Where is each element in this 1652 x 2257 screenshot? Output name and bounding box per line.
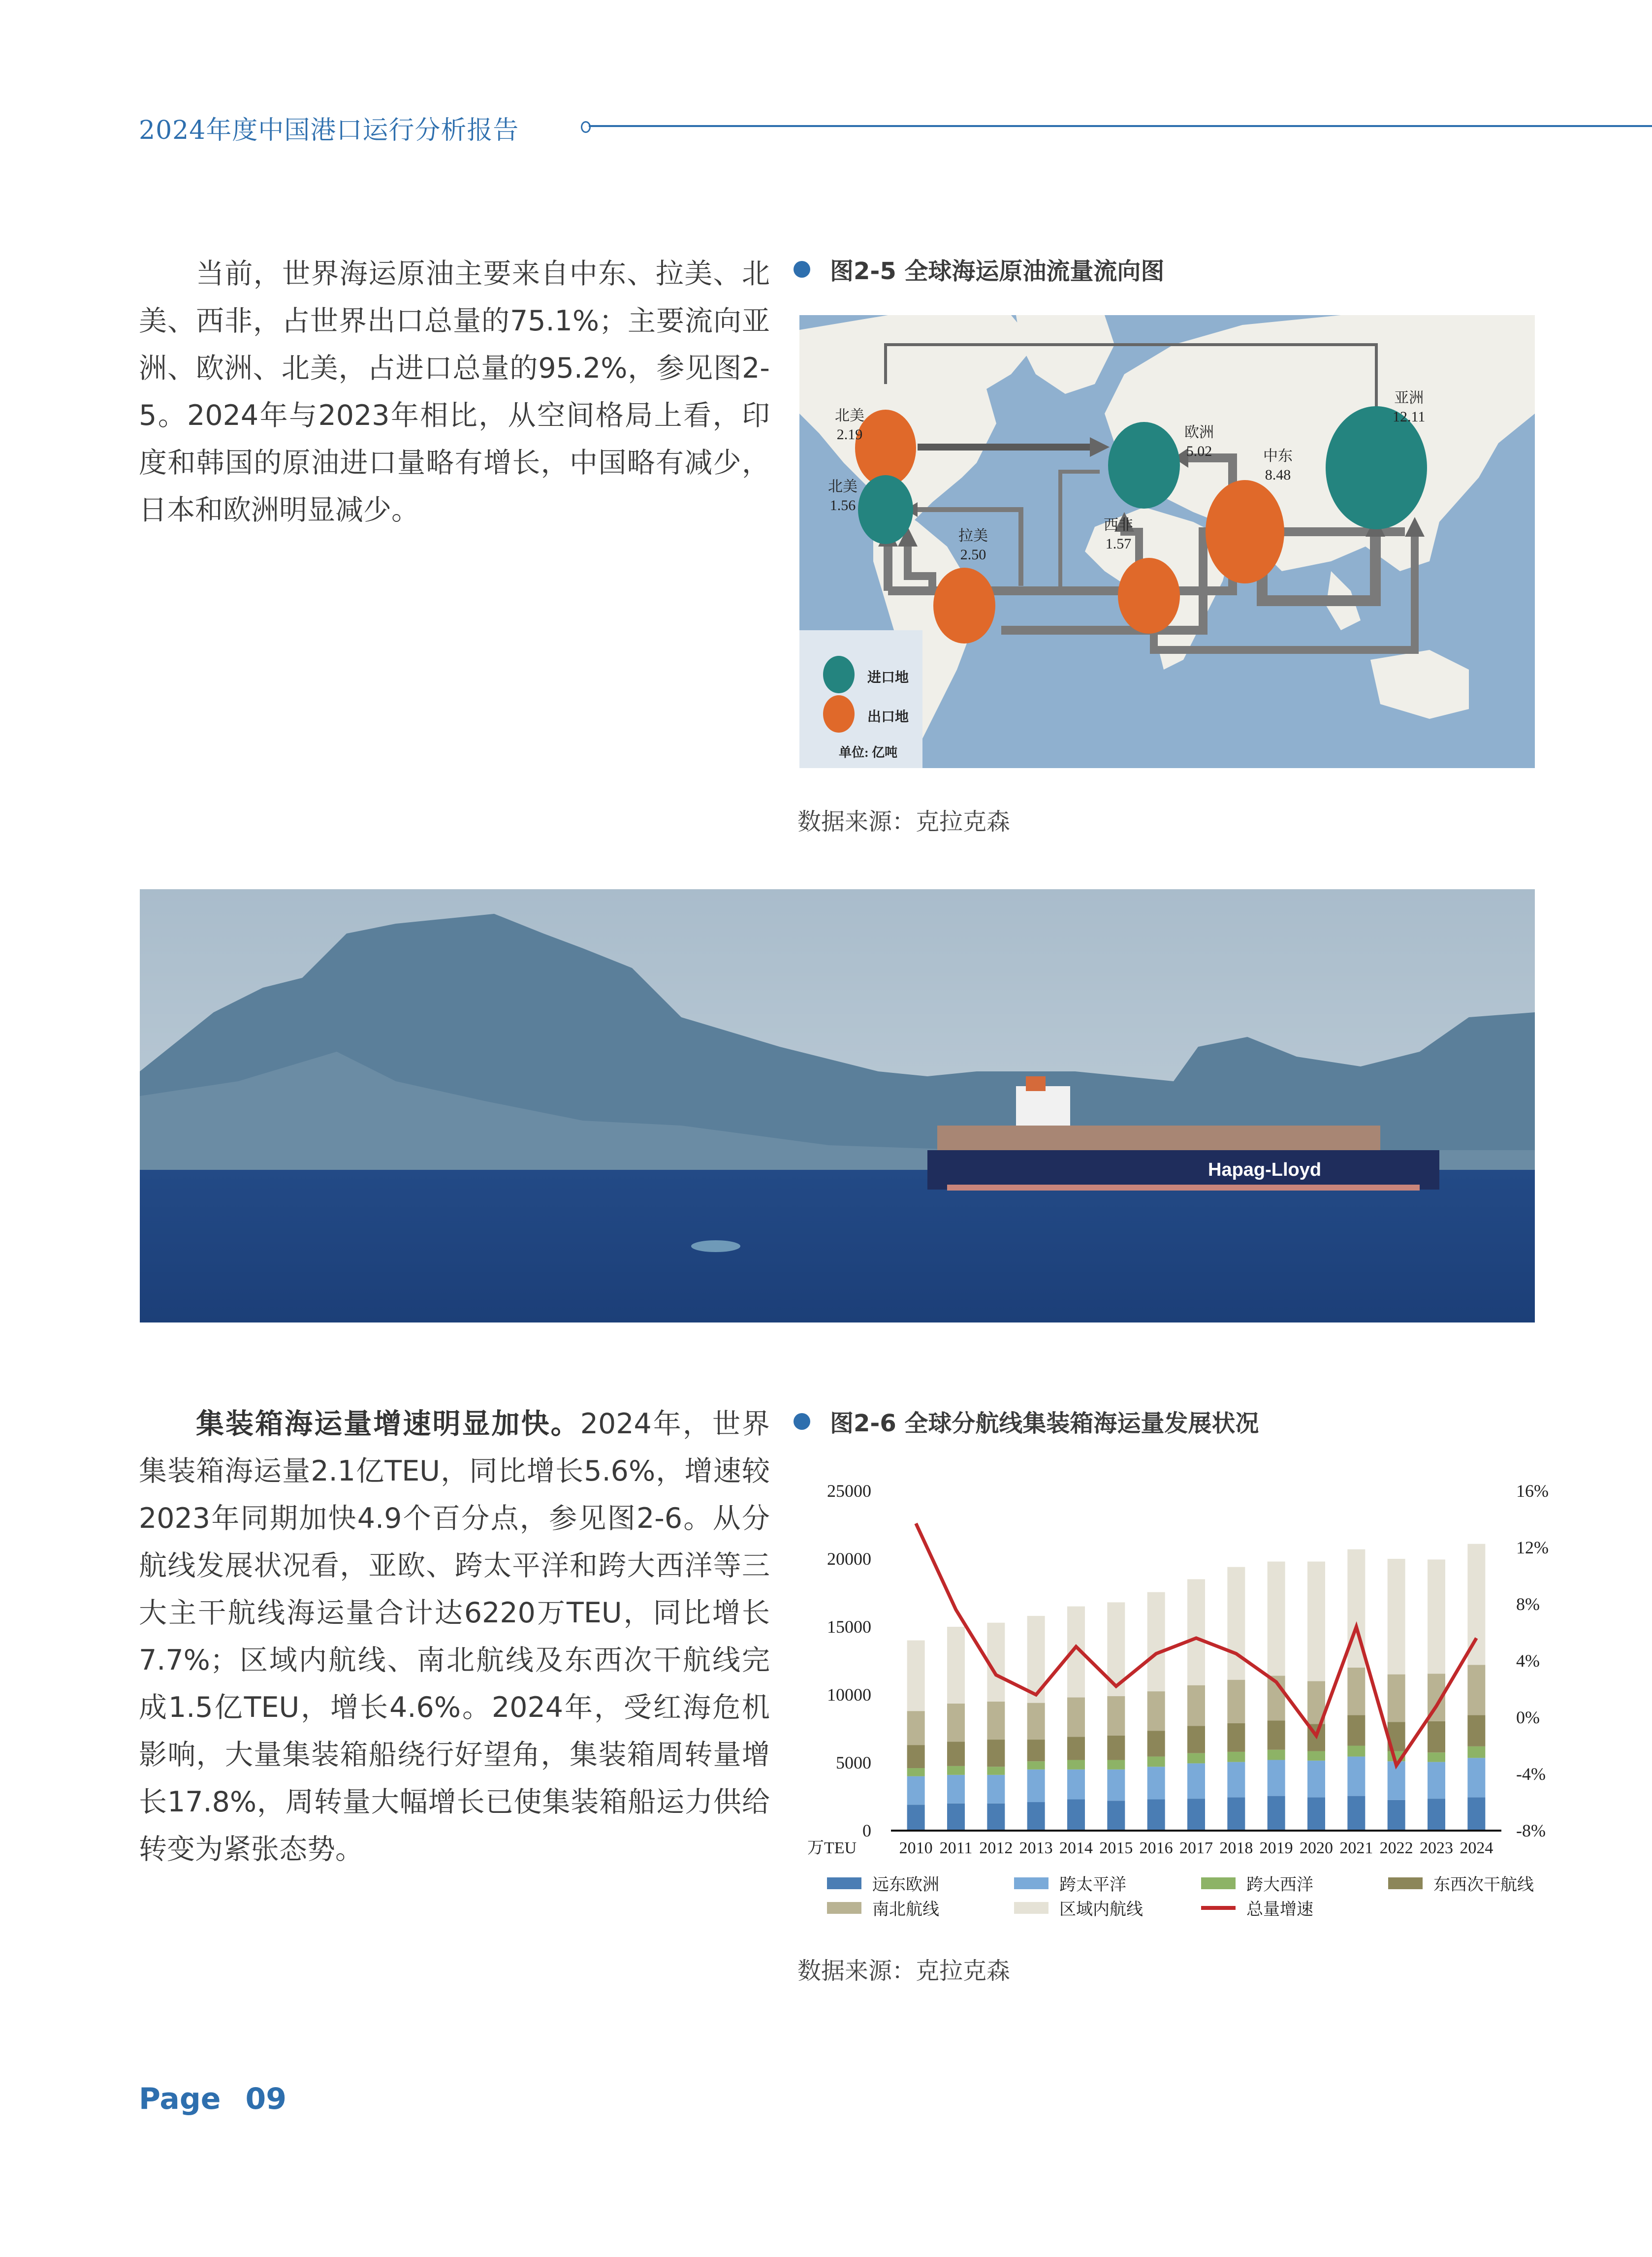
bar-segment bbox=[1027, 1703, 1045, 1740]
legend-color-swatch-icon bbox=[827, 1902, 861, 1914]
bar-segment bbox=[1147, 1800, 1165, 1831]
node-middle-east-export bbox=[1206, 480, 1284, 583]
bar-segment bbox=[1187, 1753, 1205, 1764]
bar-segment bbox=[947, 1804, 965, 1831]
bar-segment bbox=[1107, 1801, 1125, 1831]
bar-segment bbox=[1388, 1800, 1405, 1831]
bar-segment bbox=[1467, 1746, 1485, 1758]
bar-segment bbox=[1268, 1750, 1285, 1760]
bar-segment bbox=[1027, 1770, 1045, 1802]
x-tick-label: 2014 bbox=[1059, 1839, 1093, 1857]
x-tick-label: 2024 bbox=[1460, 1839, 1493, 1857]
legend-color-swatch-icon bbox=[1201, 1877, 1236, 1889]
figure-2-6-source: 数据来源：克拉克森 bbox=[797, 1957, 1011, 1985]
x-tick-label: 2018 bbox=[1219, 1839, 1253, 1857]
x-tick-label: 2017 bbox=[1179, 1839, 1213, 1857]
bar-segment bbox=[1147, 1592, 1165, 1691]
legend-item bbox=[827, 1896, 939, 1920]
bar-segment bbox=[947, 1741, 965, 1766]
legend-import-label: 进口地 bbox=[867, 670, 909, 685]
legend-unit-label: 单位: 亿吨 bbox=[839, 745, 898, 760]
bar-segment bbox=[1067, 1737, 1085, 1760]
map-label-west-africa: 西非 1.57 bbox=[1104, 517, 1133, 552]
bar-segment bbox=[1347, 1746, 1365, 1757]
bar-segment bbox=[1187, 1685, 1205, 1726]
map-label-middle-east: 中东 8.48 bbox=[1263, 448, 1293, 483]
legend-line-swatch-icon bbox=[1201, 1906, 1236, 1910]
x-tick-label: 2010 bbox=[899, 1839, 933, 1857]
bar-segment bbox=[1307, 1761, 1325, 1798]
legend-item bbox=[1388, 1871, 1534, 1895]
photo-svg bbox=[140, 889, 1535, 1322]
bar-segment bbox=[1428, 1559, 1445, 1674]
legend-label: 南北航线 bbox=[872, 1901, 939, 1919]
bar-segment bbox=[1067, 1800, 1085, 1831]
node-west-africa-export bbox=[1118, 558, 1180, 634]
figure-2-6-title bbox=[794, 1404, 1259, 1438]
header-divider bbox=[589, 125, 1652, 127]
bar-segment bbox=[1388, 1559, 1405, 1675]
bar-segment bbox=[1107, 1760, 1125, 1769]
bar-segment bbox=[1428, 1752, 1445, 1762]
map-label-north-america-export: 北美 2.19 bbox=[835, 408, 864, 443]
bar-segment bbox=[1268, 1760, 1285, 1796]
bar-segment bbox=[1067, 1760, 1085, 1769]
bar-segment bbox=[1187, 1799, 1205, 1831]
y-tick-label: 25000 bbox=[827, 1481, 871, 1501]
legend-label: 远东欧洲 bbox=[872, 1876, 939, 1894]
map-label-asia: 亚洲 12.11 bbox=[1393, 390, 1426, 425]
bar-segment bbox=[1227, 1567, 1245, 1680]
bar-segment bbox=[1227, 1797, 1245, 1831]
bar-segment bbox=[1067, 1770, 1085, 1800]
ship-hull-logo: Hapag-Lloyd bbox=[1208, 1160, 1322, 1180]
paragraph-container-traffic bbox=[139, 1400, 770, 1873]
header-circle-icon bbox=[581, 121, 591, 133]
y-axis-unit: 万TEU bbox=[807, 1839, 857, 1857]
container-traffic-chart bbox=[807, 1472, 1556, 1866]
figure-2-5-title bbox=[794, 252, 1164, 286]
figure-2-5-source: 数据来源：克拉克森 bbox=[797, 808, 1011, 836]
bullet-dot-icon bbox=[794, 261, 810, 278]
y2-tick-label: 8% bbox=[1516, 1594, 1540, 1614]
bar-segment bbox=[947, 1627, 965, 1704]
legend-item bbox=[827, 1871, 939, 1895]
x-tick-label: 2012 bbox=[979, 1839, 1013, 1857]
bar-segment bbox=[1467, 1665, 1485, 1715]
y-tick-label: 5000 bbox=[836, 1753, 871, 1773]
y2-tick-label: 16% bbox=[1516, 1481, 1549, 1501]
bar-segment bbox=[1347, 1668, 1365, 1715]
x-tick-label: 2013 bbox=[1019, 1839, 1053, 1857]
bar-segment bbox=[987, 1775, 1005, 1804]
bar-segment bbox=[987, 1804, 1005, 1831]
bar-segment bbox=[1347, 1796, 1365, 1831]
bar-segment bbox=[907, 1711, 925, 1745]
legend-item bbox=[1014, 1871, 1126, 1895]
bar-segment bbox=[1147, 1731, 1165, 1756]
bar-segment bbox=[947, 1704, 965, 1741]
legend-export-label: 出口地 bbox=[867, 709, 909, 725]
legend-color-swatch-icon bbox=[1014, 1877, 1048, 1889]
y-tick-label: 0 bbox=[862, 1821, 871, 1840]
bar-segment bbox=[907, 1768, 925, 1776]
x-tick-label: 2022 bbox=[1379, 1839, 1413, 1857]
bar-segment bbox=[947, 1766, 965, 1775]
bar-segment bbox=[1467, 1758, 1485, 1797]
bullet-dot-icon bbox=[794, 1413, 810, 1430]
y-tick-label: 10000 bbox=[827, 1685, 871, 1705]
bar-segment bbox=[1307, 1751, 1325, 1761]
bar-segment bbox=[907, 1641, 925, 1711]
paragraph-lead: 集装箱海运量增速明显加快。 bbox=[196, 1408, 580, 1440]
bar-segment bbox=[1227, 1680, 1245, 1723]
bar-segment bbox=[1147, 1691, 1165, 1731]
page-number-value: 09 bbox=[245, 2082, 286, 2116]
legend-color-swatch-icon bbox=[827, 1877, 861, 1889]
crude-oil-flow-map bbox=[799, 315, 1535, 768]
y-tick-label: 15000 bbox=[827, 1617, 871, 1637]
x-tick-label: 2023 bbox=[1420, 1839, 1453, 1857]
legend-color-swatch-icon bbox=[1388, 1877, 1423, 1889]
bar-segment bbox=[907, 1745, 925, 1768]
bar-segment bbox=[1467, 1797, 1485, 1831]
bar-segment bbox=[987, 1740, 1005, 1767]
bar-segment bbox=[1268, 1562, 1285, 1676]
bar-segment bbox=[1107, 1736, 1125, 1760]
legend-item bbox=[1014, 1896, 1143, 1920]
legend-label: 总量增速 bbox=[1246, 1901, 1313, 1919]
bar-segment bbox=[907, 1776, 925, 1805]
bar-segment bbox=[1428, 1721, 1445, 1752]
x-tick-label: 2015 bbox=[1099, 1839, 1133, 1857]
node-latin-america-export bbox=[933, 568, 995, 644]
bar-segment bbox=[1428, 1799, 1445, 1831]
bar-segment bbox=[1187, 1579, 1205, 1685]
bar-segment bbox=[1467, 1715, 1485, 1746]
node-europe-import bbox=[1108, 422, 1180, 509]
bar-segment bbox=[987, 1767, 1005, 1775]
bar-segment bbox=[907, 1805, 925, 1831]
bar-segment bbox=[1027, 1761, 1045, 1770]
world-map-svg bbox=[799, 315, 1535, 768]
x-tick-label: 2020 bbox=[1300, 1839, 1333, 1857]
bar-segment bbox=[1107, 1696, 1125, 1736]
bar-segment bbox=[1027, 1740, 1045, 1761]
legend-label: 跨太平洋 bbox=[1059, 1876, 1126, 1894]
y2-tick-label: 4% bbox=[1516, 1651, 1540, 1671]
map-label-latin-america: 拉美 2.50 bbox=[958, 528, 988, 563]
bar-segment bbox=[947, 1775, 965, 1804]
bar-segment bbox=[1268, 1796, 1285, 1831]
y2-tick-label: -4% bbox=[1516, 1764, 1546, 1784]
bar-segment bbox=[1227, 1762, 1245, 1798]
bar-segment bbox=[1307, 1562, 1325, 1681]
node-north-america-import bbox=[858, 475, 913, 544]
page-number bbox=[139, 2082, 311, 2116]
legend-color-swatch-icon bbox=[1014, 1902, 1048, 1914]
container-ship-photo bbox=[140, 889, 1535, 1322]
bar-segment bbox=[1347, 1757, 1365, 1796]
y2-tick-label: -8% bbox=[1516, 1821, 1546, 1840]
bar-segment bbox=[1227, 1752, 1245, 1762]
legend-label: 东西次干航线 bbox=[1433, 1876, 1534, 1894]
bar-segment bbox=[1388, 1675, 1405, 1722]
paragraph-crude-oil: 当前，世界海运原油主要来自中东、拉美、北美、西非，占世界出口总量的75.1%；主要流向亚洲、欧洲、北美，占进口总量的95.2%，参见图2-5。2024年与2023年相比，从空间格局上看，印度和韩国的原油进口量略有增长，中国略有减少，日本和欧洲明显减少。 bbox=[139, 258, 770, 526]
figure-2-6-title-text: 图2-6 全球分航线集装箱海运量发展状况 bbox=[830, 1410, 1259, 1437]
map-label-europe: 欧洲 5.02 bbox=[1184, 424, 1214, 459]
x-tick-label: 2011 bbox=[939, 1839, 973, 1857]
figure-2-5-title-text: 图2-5 全球海运原油流量流向图 bbox=[830, 258, 1165, 285]
legend-item bbox=[1201, 1871, 1313, 1895]
bar-segment bbox=[1067, 1698, 1085, 1737]
bar-segment bbox=[1147, 1767, 1165, 1799]
paragraph-body: 2024年，世界集装箱海运量2.1亿TEU，同比增长5.6%，增速较2023年同期加快4.9个百分点，参见图2-6。从分航线发展状况看，亚欧、跨太平洋和跨大西洋等三大主干航线海运量合计达6220万TEU，同比增长7.7%；区域内航线、南北航线及东西次干航线完成1.5亿TEU，增长4.6%。2024年，受红海危机影响，大量集装箱船绕行好望角，集装箱周转量增长17.8%，周转量大幅增长已使集装箱船运力供给转变为紧张态势。 bbox=[139, 1408, 770, 1866]
bar-segment bbox=[1227, 1723, 1245, 1752]
x-tick-label: 2021 bbox=[1339, 1839, 1373, 1857]
legend-label: 跨大西洋 bbox=[1246, 1876, 1313, 1894]
bar-segment bbox=[1027, 1802, 1045, 1831]
report-title: 2024年度中国港口运行分析报告 bbox=[139, 116, 519, 145]
bar-segment bbox=[987, 1702, 1005, 1740]
x-tick-label: 2016 bbox=[1139, 1839, 1173, 1857]
legend-label: 区域内航线 bbox=[1059, 1901, 1143, 1919]
y2-tick-label: 0% bbox=[1516, 1708, 1540, 1727]
page-label: Page bbox=[139, 2082, 221, 2116]
stacked-bar-line-chart bbox=[807, 1472, 1556, 1866]
x-tick-label: 2019 bbox=[1259, 1839, 1293, 1857]
bar-segment bbox=[1187, 1763, 1205, 1799]
bar-segment bbox=[1107, 1770, 1125, 1801]
bar-segment bbox=[1307, 1797, 1325, 1831]
y-tick-label: 20000 bbox=[827, 1549, 871, 1569]
bar-segment bbox=[1187, 1726, 1205, 1753]
bar-segment bbox=[1268, 1720, 1285, 1749]
y2-tick-label: 12% bbox=[1516, 1538, 1549, 1557]
map-label-north-america-import: 北美 1.56 bbox=[828, 479, 858, 514]
bar-segment bbox=[1347, 1715, 1365, 1745]
legend-item bbox=[1201, 1896, 1313, 1920]
bar-segment bbox=[1428, 1762, 1445, 1799]
bar-segment bbox=[1147, 1757, 1165, 1767]
